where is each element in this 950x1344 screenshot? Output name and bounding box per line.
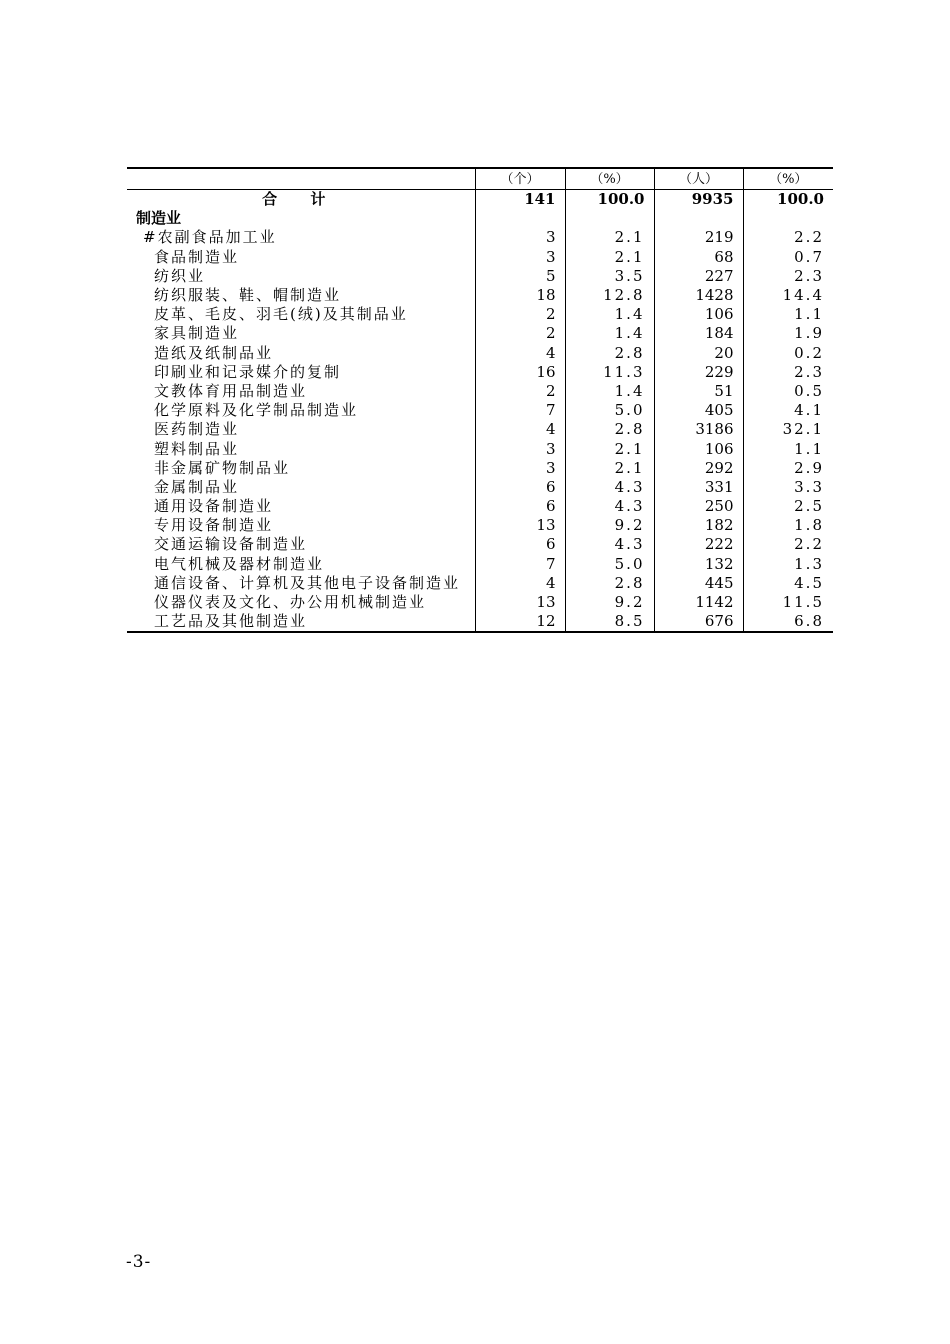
employee-count-pct: 0.2: [743, 344, 833, 363]
industry-name: 非金属矿物制品业: [154, 458, 291, 477]
industry-name: 电气机械及器材制造业: [154, 554, 325, 573]
enterprise-count: 18: [475, 286, 565, 305]
employee-count: 184: [654, 324, 743, 343]
employee-count: 229: [654, 363, 743, 382]
employee-count: 405: [654, 401, 743, 420]
table-row: [127, 593, 833, 612]
category-row: [127, 209, 833, 228]
table-row: [127, 324, 833, 343]
employee-count: 250: [654, 497, 743, 516]
employee-count: 445: [654, 574, 743, 593]
table-row: [127, 305, 833, 324]
enterprise-count: 2: [475, 382, 565, 401]
employee-count: 676: [654, 612, 743, 632]
industry-name: 金属制品业: [154, 477, 240, 496]
employee-count-pct: 2.2: [743, 535, 833, 554]
industry-name: 食品制造业: [154, 247, 240, 266]
enterprise-count-pct: 2.1: [565, 439, 654, 458]
enterprise-count-pct: 3.5: [565, 267, 654, 286]
employee-count: 51: [654, 382, 743, 401]
enterprise-count-pct: 1.4: [565, 324, 654, 343]
table-row: [127, 286, 833, 305]
enterprise-count: 5: [475, 267, 565, 286]
unit-header-row: [127, 168, 833, 190]
employee-count: 1142: [654, 593, 743, 612]
industry-table: [127, 167, 833, 633]
employee-count-pct: 6.8: [743, 612, 833, 632]
industry-name: 交通运输设备制造业: [154, 535, 308, 554]
header-blank-cell: [127, 168, 475, 190]
enterprise-count: 16: [475, 363, 565, 382]
table-row: [127, 420, 833, 439]
enterprise-count: 3: [475, 228, 565, 247]
enterprise-count: 6: [475, 497, 565, 516]
employee-count: 331: [654, 478, 743, 497]
employee-count: 3186: [654, 420, 743, 439]
enterprise-count: 7: [475, 555, 565, 574]
table-row: [127, 612, 833, 632]
total-row: [127, 190, 833, 210]
enterprise-count: 4: [475, 420, 565, 439]
enterprise-count: 13: [475, 516, 565, 535]
table-row: [127, 228, 833, 247]
employee-count-pct: 4.5: [743, 574, 833, 593]
category-empty-cell: [475, 209, 565, 228]
table-row: [127, 516, 833, 535]
category-empty-cell: [654, 209, 743, 228]
total-label: 合 计: [262, 190, 340, 209]
enterprise-count-pct: 9.2: [565, 516, 654, 535]
table-row: [127, 382, 833, 401]
enterprise-count: 4: [475, 574, 565, 593]
employee-count-pct: 4.1: [743, 401, 833, 420]
enterprise-count-pct: 2.8: [565, 574, 654, 593]
unit-people-pct: （%）: [743, 168, 833, 190]
employee-count: 68: [654, 248, 743, 267]
employee-count-pct: 2.9: [743, 459, 833, 478]
employee-count-pct: 0.7: [743, 248, 833, 267]
enterprise-count: 6: [475, 478, 565, 497]
employee-count-pct: 0.5: [743, 382, 833, 401]
enterprise-count: 7: [475, 401, 565, 420]
industry-name: 造纸及纸制品业: [154, 343, 274, 362]
category-empty-cell: [565, 209, 654, 228]
employee-count-pct: 32.1: [743, 420, 833, 439]
enterprise-count-pct: 2.8: [565, 420, 654, 439]
enterprise-count: 3: [475, 248, 565, 267]
total-count-pct: 100.0: [565, 190, 654, 210]
table-row: [127, 555, 833, 574]
category-label: 制造业: [136, 209, 182, 228]
employee-count-pct: 1.8: [743, 516, 833, 535]
enterprise-count-pct: 2.1: [565, 228, 654, 247]
industry-name: 仪器仪表及文化、办公用机械制造业: [154, 593, 427, 612]
employee-count-pct: 2.2: [743, 228, 833, 247]
enterprise-count: 6: [475, 535, 565, 554]
total-count: 141: [475, 190, 565, 210]
table-row: [127, 267, 833, 286]
industry-name: #农副食品加工业: [143, 228, 277, 247]
enterprise-count-pct: 9.2: [565, 593, 654, 612]
employee-count-pct: 2.3: [743, 267, 833, 286]
industry-name: 印刷业和记录媒介的复制: [154, 362, 342, 381]
enterprise-count-pct: 2.1: [565, 248, 654, 267]
employee-count: 182: [654, 516, 743, 535]
enterprise-count-pct: 1.4: [565, 305, 654, 324]
industry-name: 皮革、毛皮、羽毛(绒)及其制品业: [154, 305, 408, 324]
employee-count-pct: 2.5: [743, 497, 833, 516]
employee-count: 106: [654, 439, 743, 458]
enterprise-count: 3: [475, 439, 565, 458]
employee-count: 132: [654, 555, 743, 574]
employee-count: 106: [654, 305, 743, 324]
enterprise-count-pct: 5.0: [565, 555, 654, 574]
industry-name: 塑料制品业: [154, 439, 240, 458]
table-row: [127, 497, 833, 516]
enterprise-count-pct: 2.8: [565, 344, 654, 363]
employee-count-pct: 2.3: [743, 363, 833, 382]
table-row: [127, 439, 833, 458]
table-row: [127, 401, 833, 420]
employee-count: 219: [654, 228, 743, 247]
enterprise-count-pct: 12.8: [565, 286, 654, 305]
employee-count-pct: 1.1: [743, 305, 833, 324]
enterprise-count-pct: 4.3: [565, 535, 654, 554]
table-row: [127, 248, 833, 267]
industry-name: 家具制造业: [154, 324, 240, 343]
industry-name: 文教体育用品制造业: [154, 381, 308, 400]
industry-name: 医药制造业: [154, 420, 240, 439]
industry-name: 专用设备制造业: [154, 516, 274, 535]
table-row: [127, 459, 833, 478]
employee-count: 222: [654, 535, 743, 554]
enterprise-count-pct: 2.1: [565, 459, 654, 478]
employee-count-pct: 3.3: [743, 478, 833, 497]
employee-count: 1428: [654, 286, 743, 305]
employee-count: 292: [654, 459, 743, 478]
enterprise-count-pct: 4.3: [565, 497, 654, 516]
industry-name: 通信设备、计算机及其他电子设备制造业: [154, 573, 461, 592]
enterprise-count: 3: [475, 459, 565, 478]
employee-count-pct: 14.4: [743, 286, 833, 305]
total-people: 9935: [654, 190, 743, 210]
industry-name: 纺织服装、鞋、帽制造业: [154, 286, 342, 305]
employee-count-pct: 1.3: [743, 555, 833, 574]
enterprise-count: 13: [475, 593, 565, 612]
unit-people: （人）: [654, 168, 743, 190]
page-number: -3-: [126, 1252, 152, 1272]
unit-count: （个）: [475, 168, 565, 190]
employee-count-pct: 11.5: [743, 593, 833, 612]
enterprise-count-pct: 11.3: [565, 363, 654, 382]
category-empty-cell: [743, 209, 833, 228]
employee-count: 227: [654, 267, 743, 286]
enterprise-count-pct: 1.4: [565, 382, 654, 401]
table-row: [127, 344, 833, 363]
enterprise-count: 12: [475, 612, 565, 632]
industry-name: 通用设备制造业: [154, 497, 274, 516]
enterprise-count: 2: [475, 305, 565, 324]
employee-count-pct: 1.9: [743, 324, 833, 343]
enterprise-count-pct: 4.3: [565, 478, 654, 497]
enterprise-count-pct: 5.0: [565, 401, 654, 420]
enterprise-count: 2: [475, 324, 565, 343]
table-row: [127, 363, 833, 382]
table-row: [127, 478, 833, 497]
industry-name: 工艺品及其他制造业: [127, 612, 475, 632]
employee-count-pct: 1.1: [743, 439, 833, 458]
employee-count: 20: [654, 344, 743, 363]
enterprise-count-pct: 8.5: [565, 612, 654, 632]
table-row: [127, 574, 833, 593]
table-row: [127, 535, 833, 554]
industry-name: 化学原料及化学制品制造业: [154, 401, 359, 420]
enterprise-count: 4: [475, 344, 565, 363]
industry-name: 纺织业: [154, 266, 206, 285]
unit-count-pct: （%）: [565, 168, 654, 190]
total-people-pct: 100.0: [743, 190, 833, 210]
